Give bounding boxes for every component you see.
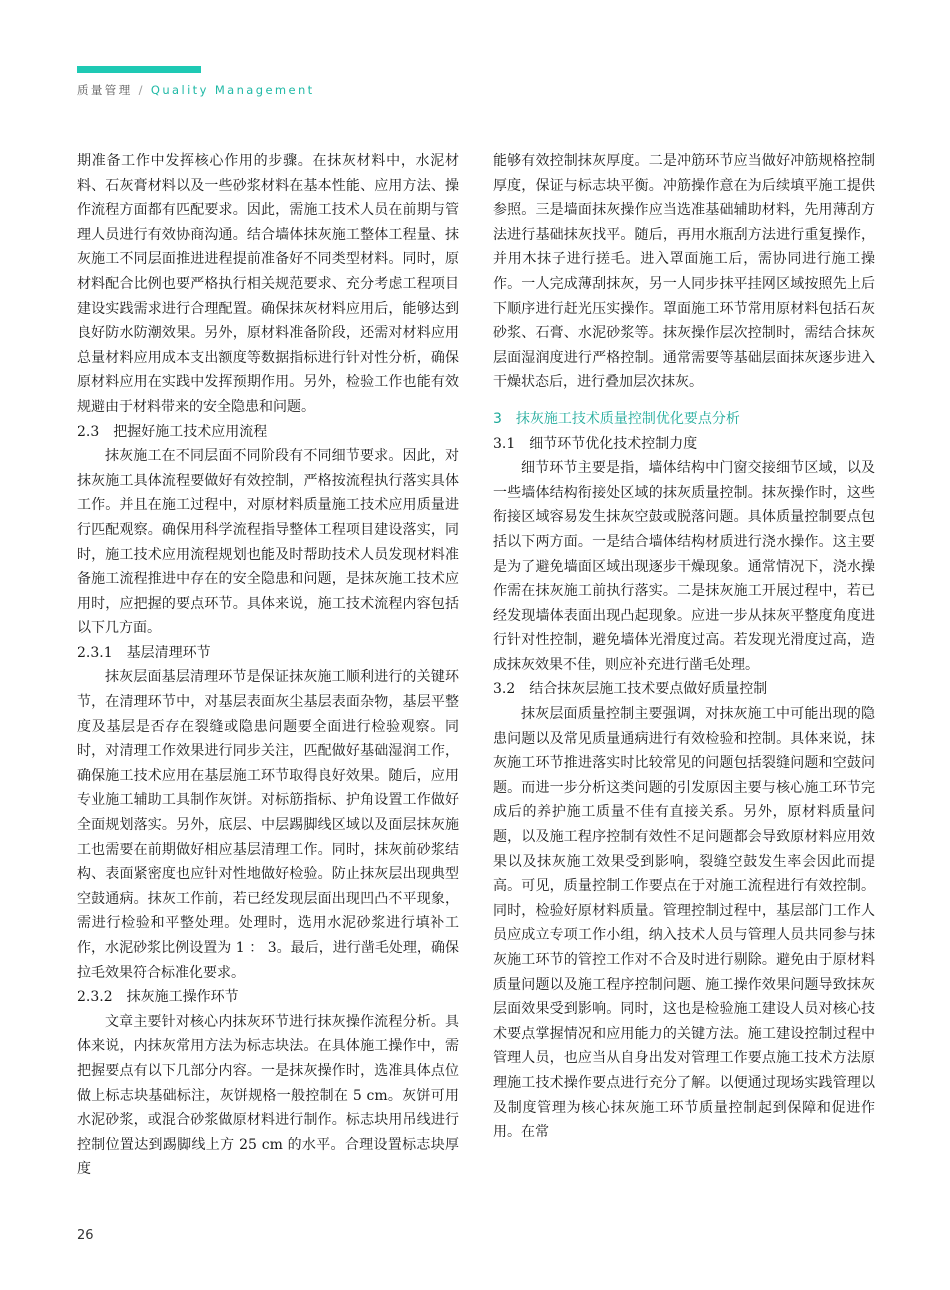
header-accent-bar (77, 66, 201, 73)
body-paragraph: 抹灰层面基层清理环节是保证抹灰施工顺利进行的关键环节，在清理环节中，对基层表面灰尘基层表面杂物，基层平整度及基层是否存在裂缝或隐患问题要全面进行检验观察。同时，对清理工作效果进行同步关注，匹配做好基础湿润工作，确保施工技术应用在基层施工环节取得良好效果。随后，应用专业施工辅助工具制作灰饼。对标筋指标、护角设置工作做好全面规划落实。另外，底层、中层踢脚线区域以及面层抹灰施工也需要在前期做好相应基层清理工作。同时，抹灰前砂浆结构、表面紧密度也应针对性地做好检验。防止抹灰层出现典型空鼓通病。抹灰工作前，若已经发现层面出现凹凸不平现象，需进行检验和平整处理。处理时，选用水泥砂浆进行填补工作，水泥砂浆比例设置为 1 ： 3。最后，进行凿毛处理，确保拉毛效果符合标准化要求。 (77, 669, 459, 981)
body-paragraph: 能够有效控制抹灰厚度。二是冲筋环节应当做好冲筋规格控制厚度，保证与标志块平衡。冲筋操作意在为后续填平施工提供参照。三是墙面抹灰操作应当选准基础辅助材料，先用薄刮方法进行基础抹灰找平。随后，再用水瓶刮方法进行重复操作，并用木抹子进行搓毛。进入罩面施工后，需协同进行施工操作。一人完成薄刮抹灰，另一人同步抹平挂网区域按照先上后下顺序进行赶光压实操作。罩面施工环节常用原材料包括石灰砂浆、石膏、水泥砂浆等。抹灰操作层次控制时，需结合抹灰层面湿润度进行严格控制。通常需要等基础层面抹灰逐步进入干燥状态后，进行叠加层次抹灰。 (493, 153, 875, 391)
section-heading-3-2: 3.2 结合抹灰层施工技术要点做好质量控制 (493, 681, 768, 698)
right-column (493, 149, 875, 1145)
body-paragraph: 文章主要针对核心内抹灰环节进行抹灰操作流程分析。具体来说，内抹灰常用方法为标志块法。在具体施工操作中，需把握要点有以下几部分内容。一是抹灰操作时，选准具体点位做上标志块基础标注，灰饼规格一般控制在 5 cm。灰饼可用水泥砂浆，或混合砂浆做原材料进行制作。标志块用吊线进行控制位置达到踢脚线上方 25 cm 的水平。合理设置标志块厚度 (77, 1013, 459, 1178)
body-paragraph: 期准备工作中发挥核心作用的步骤。在抹灰材料中，水泥材料、石灰膏材料以及一些砂浆材料在基本性能、应用方法、操作流程方面都有匹配要求。因此，需施工技术人员在前期与管理人员进行有效协商沟通。结合墙体抹灰施工整体工程量、抹灰施工不同层面推进进程提前准备好不同类型材料。同时，原材料配合比例也要严格执行相关规范要求、充分考虑工程项目建设实践需求进行合理配置。确保抹灰材料应用后，能够达到良好防水防潮效果。另外，原材料准备阶段，还需对材料应用总量材料应用成本支出额度等数据指标进行针对性分析，确保原材料应用在实践中发挥预期作用。另外，检验工作也能有效规避由于材料带来的安全隐患和问题。 (77, 153, 459, 415)
page-number: 26 (77, 1228, 94, 1243)
section-heading-2-3: 2.3 把握好施工技术应用流程 (77, 423, 268, 440)
section-title-cn: 质量管理 (77, 83, 133, 97)
section-heading-2-3-1: 2.3.1 基层清理环节 (77, 644, 211, 661)
section-heading-3: 3 抹灰施工技术质量控制优化要点分析 (493, 410, 740, 427)
body-paragraph: 抹灰层面质量控制主要强调，对抹灰施工中可能出现的隐患问题以及常见质量通病进行有效检验和控制。具体来说，抹灰施工环节推进落实时比较常见的问题包括裂缝问题和空鼓问题。而进一步分析这类问题的引发原因主要与核心施工环节完成后的养护施工质量不佳有直接关系。另外，原材料质量问题，以及施工程序控制有效性不足问题都会导致原材料应用效果以及抹灰施工效果受到影响，裂缝空鼓发生率会因此而提高。可见，质量控制工作要点在于对施工流程进行有效控制。同时，检验好原材料质量。管理控制过程中，基层部门工作人员应成立专项工作小组，纳入技术人员与管理人员共同参与抹灰施工环节的管控工作对不合及时进行剔除。避免由于原材料质量问题以及施工程序控制问题、施工操作效果问题导致抹灰层面效果受到影响。同时，这也是检验施工建设人员对核心技术要点掌握情况和应用能力的关键方法。施工建设控制过程中管理人员，也应当从自身出发对管理工作要点施工技术方法原理施工技术操作要点进行充分了解。以便通过现场实践管理以及制度管理为核心抹灰施工环节质量控制起到保障和促进作用。在常 (493, 706, 875, 1141)
section-heading-2-3-2: 2.3.2 抹灰施工操作环节 (77, 989, 239, 1006)
header-separator: / (138, 83, 145, 97)
section-heading-3-1: 3.1 细节环节优化技术控制力度 (493, 435, 698, 452)
section-title-en: Quality Management (150, 83, 315, 97)
running-header (77, 82, 315, 98)
body-paragraph: 细节环节主要是指，墙体结构中门窗交接细节区域，以及一些墙体结构衔接处区域的抹灰质量控制。抹灰操作时，这些衔接区域容易发生抹灰空鼓或脱落问题。具体质量控制要点包括以下两方面。一是结合墙体结构材质进行浇水操作。这主要是为了避免墙面区域出现逐步干燥现象。通常情况下，浇水操作需在抹灰施工前执行落实。二是抹灰施工开展过程中，若已经发现墙体表面出现凸起现象。应进一步从抹灰平整度角度进行针对性控制，避免墙体光滑度过高。若发现光滑度过高，造成抹灰效果不佳，则应补充进行凿毛处理。 (493, 460, 875, 673)
body-paragraph: 抹灰施工在不同层面不同阶段有不同细节要求。因此，对抹灰施工具体流程要做好有效控制，严格按流程执行落实具体工作。并且在施工过程中，对原材料质量施工技术应用质量进行匹配观察。确保用科学流程指导整体工程项目建设落实，同时，施工技术应用流程规划也能及时帮助技术人员发现材料准备施工流程推进中存在的安全隐患和问题，是抹灰施工技术应用时，应把握的要点环节。具体来说，施工技术流程内容包括以下几方面。 (77, 448, 459, 637)
left-column (77, 149, 459, 1182)
